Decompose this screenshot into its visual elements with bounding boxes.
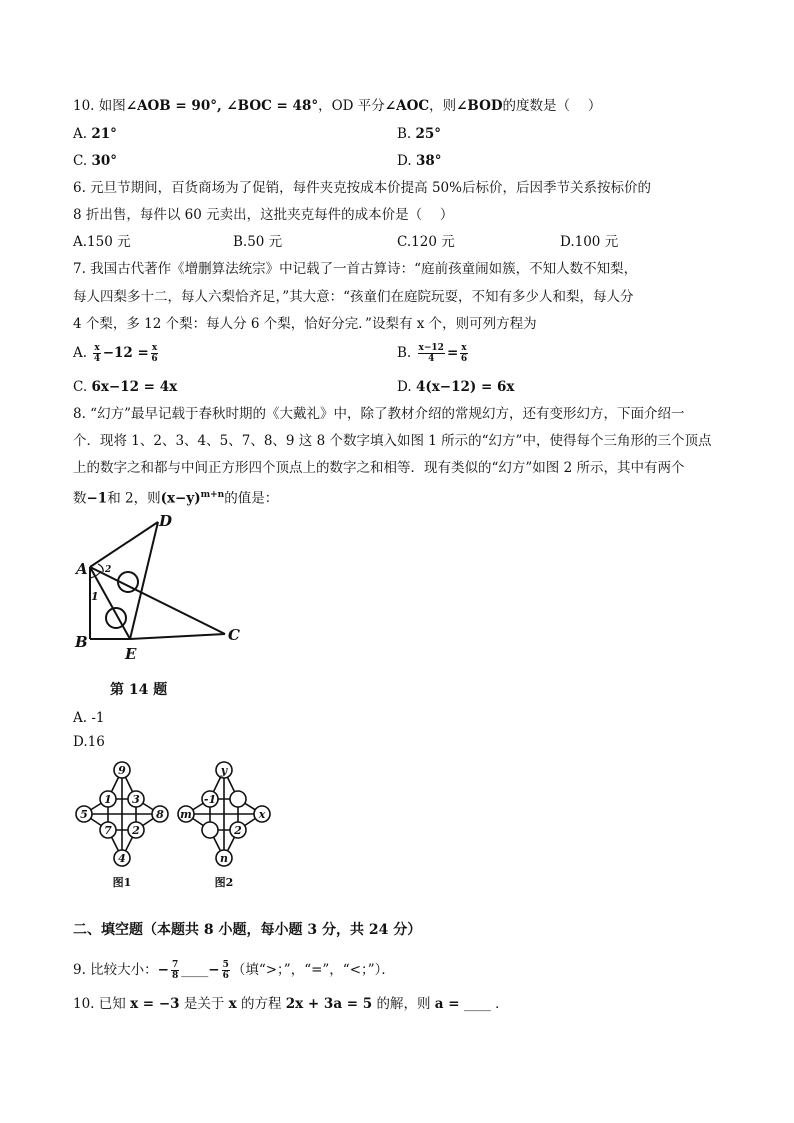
line-ec	[130, 634, 225, 639]
q8-option-d: D.16	[73, 734, 105, 750]
label-d: D	[159, 512, 173, 530]
q7-option-c: C. 6x−12 = 4x	[73, 379, 178, 395]
q10a-option-b: B. 25°	[397, 126, 442, 142]
label-c: C	[228, 626, 240, 644]
fig2-left: m	[180, 808, 192, 821]
fig2-ul: -1	[203, 793, 217, 806]
q8-line1: 8. “幻方”最早记载于春秋时期的《大戴礼》中，除了教材介绍的常规幻方，还有变形幻方，下面介绍一	[73, 406, 685, 422]
q6-option-d: D.100 元	[560, 234, 619, 250]
label-angle-2: 2	[105, 565, 112, 575]
q9-stem: 9. 比较大小：− $\frac{7}{8}$ ____− $\frac{5}{6}$ （填“>；”，“=”，“<；”）．	[73, 960, 395, 981]
fig1-top: 9	[118, 764, 126, 777]
fig2-bottom: n	[220, 852, 228, 865]
q7-line3: 4 个梨，多 12 个梨：每人分 6 个梨，恰好分完．”设梨有 x 个，则可列方程为	[73, 316, 537, 332]
q8-line3: 上的数字之和都与中间正方形四个顶点上的数字之和相等．现有类似的“幻方”如图 2 所示，其中有两个	[73, 460, 685, 476]
q7-line2: 每人四梨多十二，每人六梨恰齐足，”其大意：“孩童们在庭院玩耍，不知有多少人和梨，每人分	[73, 289, 634, 305]
section-2-title: 二、填空题（本题共 8 小题，每小题 3 分，共 24 分）	[73, 922, 422, 938]
q6-line2: 8 折出售，每件以 60 元卖出，这批夹克每件的成本价是（ ）	[73, 207, 454, 223]
figure-14-caption: 第 14 题	[110, 682, 168, 698]
q7-line1: 7. 我国古代著作《增删算法统宗》中记载了一首古算诗：“庭前孩童闹如簇，不知人数不知梨，	[73, 261, 638, 277]
angle-circle-2	[106, 608, 126, 628]
fig1-left: 5	[80, 808, 88, 821]
q6-line1: 6. 元旦节期间，百货商场为了促销，每件夹克按成本价提高 50%后标价，后因季节关系按标价的	[73, 180, 651, 196]
q8-line2: 个．现将 1、2、3、4、5、7、8、9 这 8 个数字填入如图 1 所示的“幻方”中，使得每个三角形的三个顶点	[73, 433, 712, 449]
fig1-bottom: 4	[118, 852, 126, 865]
magic-figure-1	[84, 770, 160, 858]
magic-figure-2	[186, 770, 262, 858]
fig1-ur: 3	[132, 793, 140, 806]
fig1-lr: 2	[132, 824, 140, 837]
fig2-caption: 图2	[214, 876, 234, 889]
label-a: A	[76, 560, 88, 578]
q10a-option-a: A. 21°	[73, 126, 117, 142]
q6-option-a: A.150 元	[73, 234, 131, 250]
label-b: B	[75, 633, 88, 651]
magic-square-figures	[70, 758, 290, 898]
q8-line4: 数−1和 2，则$(x-y)^{m+n}$的值是：	[73, 490, 279, 507]
label-angle-1: 1	[91, 590, 99, 603]
q7-option-b: B. $\frac{x-12}{4}$ = $\frac{x}{6}$	[397, 343, 468, 364]
fig2-right: x	[258, 808, 266, 821]
q7-option-a: A. $\frac{x}{4}$ −12 = $\frac{x}{6}$	[73, 343, 158, 364]
fig2-top: y	[220, 764, 228, 777]
figure-14	[70, 512, 260, 702]
q10a-option-c: C. 30°	[73, 153, 117, 169]
q10a-stem: 10. 如图∠AOB = 90°, ∠BOC = 48°，OD 平分∠AOC，则∠BOD的度数是（ ）	[73, 98, 602, 114]
line-ac	[90, 567, 225, 634]
q6-option-c: C.120 元	[397, 234, 455, 250]
fig1-caption: 图1	[112, 876, 132, 889]
line-de	[130, 522, 158, 639]
q10a-option-d: D. 38°	[397, 153, 442, 169]
fig2-lr: 2	[234, 824, 242, 837]
q10b-stem: 10. 已知 x = −3 是关于 x 的方程 2x + 3a = 5 的解，则 a = ____ ．	[73, 996, 509, 1012]
q6-option-b: B.50 元	[233, 234, 283, 250]
fig1-ul: 1	[104, 793, 112, 806]
label-e: E	[125, 645, 137, 663]
fig1-ll: 7	[104, 824, 112, 837]
q7-option-d: D. 4(x−12) = 6x	[397, 379, 515, 395]
q8-option-a: A. -1	[73, 710, 105, 726]
fig1-right: 8	[156, 808, 164, 821]
line-ad	[90, 522, 158, 567]
